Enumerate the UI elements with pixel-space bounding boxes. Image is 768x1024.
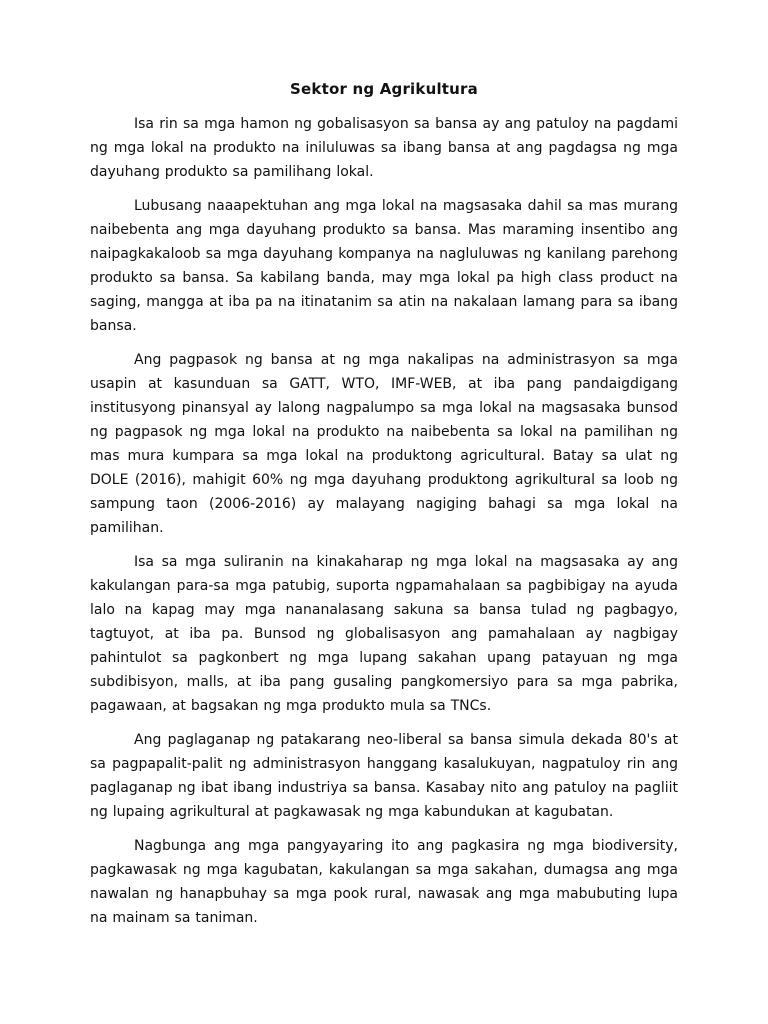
paragraph-5: Ang paglaganap ng patakarang neo-liberal sa bansa simula dekada 80's at sa pagpapalit-palit ng administrasyon hanggang kasalukuyan, nagpatuloy rin ang paglaganap ng ibat ibang industriya sa bansa. Kasabay nito ang patuloy na pagliit ng lupaing agrikultural at pagkawasak ng mga kabundukan at kagubatan.	[90, 732, 678, 820]
paragraph-6: Nagbunga ang mga pangyayaring ito ang pagkasira ng mga biodiversity, pagkawasak ng mga kagubatan, kakulangan sa mga sakahan, dumagsa ang mga nawalan ng hanapbuhay sa mga pook rural, nawasak ang mga mabubuting lupa na mainam sa taniman.	[90, 838, 678, 926]
paragraph-2: Lubusang naaapektuhan ang mga lokal na magsasaka dahil sa mas murang naibebenta ang mga dayuhang produkto sa bansa. Mas maraming insentibo ang naipagkakaloob sa mga dayuhang kompanya na nagluluwas ng kanilang parehong produkto sa bansa. Sa kabilang banda, may mga lokal pa high class product na saging, mangga at iba pa na itinatanim sa atin na nakalaan lamang para sa ibang bansa.	[90, 198, 678, 334]
paragraph-1: Isa rin sa mga hamon ng gobalisasyon sa bansa ay ang patuloy na pagdami ng mga lokal na produkto na iniluluwas sa ibang bansa at ang pagdagsa ng mga dayuhang produkto sa pamilihang lokal.	[90, 116, 678, 180]
document-title: Sektor ng Agrikultura	[290, 80, 478, 98]
paragraph-4: Isa sa mga suliranin na kinakaharap ng mga lokal na magsasaka ay ang kakulangan para-sa mga patubig, suporta ngpamahalaan sa pagbibigay na ayuda lalo na kapag may mga nananalasang sakuna sa bansa tulad ng pagbagyo, tagtuyot, at iba pa. Bunsod ng globalisasyon ang pamahalaan ay nagbigay pahintulot sa pagkonbert ng mga lupang sakahan upang patayuan ng mga subdibisyon, malls, at iba pang gusaling pangkomersiyo para sa mga pabrika, pagawaan, at bagsakan ng mga produkto mula sa TNCs.	[90, 554, 678, 714]
document-body	[90, 78, 678, 940]
paragraph-3: Ang pagpasok ng bansa at ng mga nakalipas na administrasyon sa mga usapin at kasunduan sa GATT, WTO, IMF-WEB, at iba pang pandaigdigang institusyong pinansyal ay lalong nagpalumpo sa mga lokal na magsasaka bunsod ng pagpasok ng mga lokal na produkto na naibebenta sa lokal na pamilihan ng mas mura kumpara sa mga lokal na produktong agricultural. Batay sa ulat ng DOLE (2016), mahigit 60% ng mga dayuhang produktong agrikultural sa loob ng sampung taon (2006-2016) ay malayang nagiging bahagi sa mga lokal na pamilihan.	[90, 352, 678, 536]
